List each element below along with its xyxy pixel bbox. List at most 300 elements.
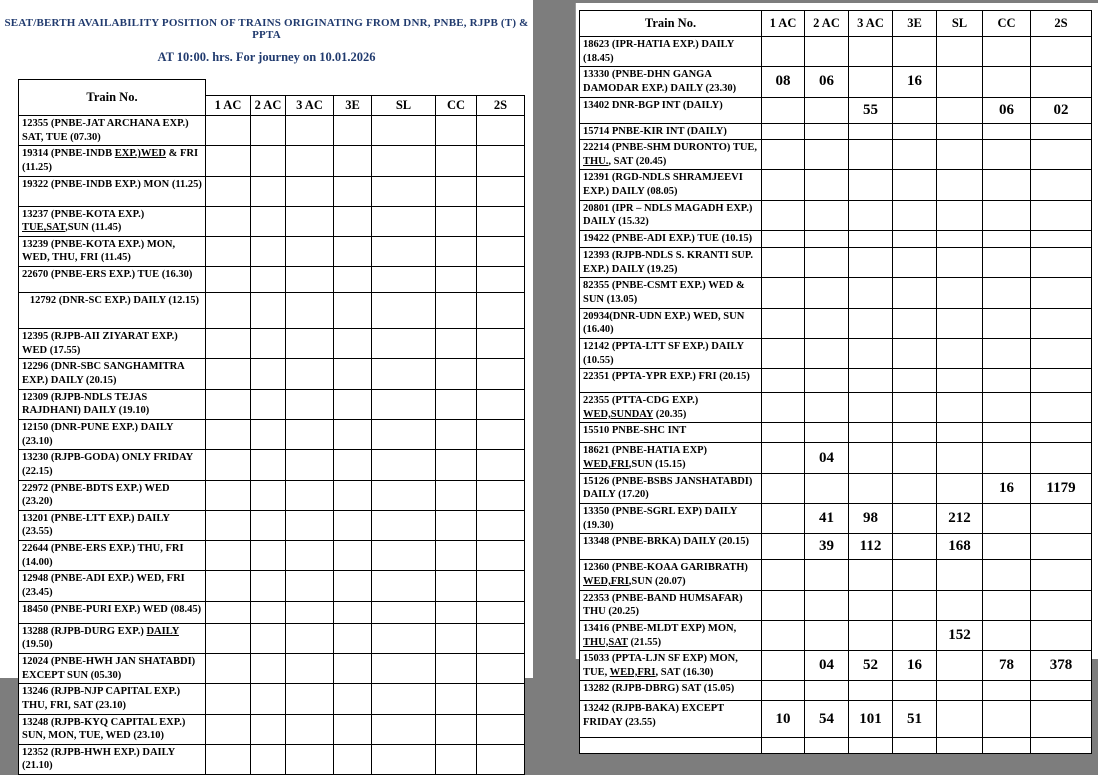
seat-count-cell bbox=[983, 701, 1031, 738]
train-name-cell bbox=[19, 116, 206, 146]
seat-count-cell bbox=[286, 267, 334, 293]
seat-count-cell bbox=[805, 231, 849, 248]
seat-count-cell bbox=[334, 293, 372, 329]
train-name-text: 22351 (PPTA-YPR EXP.) FRI (20.15) bbox=[583, 371, 750, 383]
seat-count-cell bbox=[477, 623, 525, 653]
seat-count-cell bbox=[805, 738, 849, 754]
train-row bbox=[19, 293, 525, 329]
train-row bbox=[580, 590, 1092, 620]
availability-table-left bbox=[18, 79, 525, 775]
train-row bbox=[580, 170, 1092, 200]
seat-count-cell bbox=[849, 738, 893, 754]
seat-count-cell bbox=[893, 248, 937, 278]
seat-count-cell bbox=[849, 423, 893, 443]
seat-count-cell bbox=[372, 684, 436, 714]
train-name-cell bbox=[580, 200, 762, 230]
seat-count-cell bbox=[477, 510, 525, 540]
seat-count-cell bbox=[1031, 170, 1092, 200]
seat-count-cell bbox=[251, 389, 286, 419]
train-name-cell bbox=[580, 423, 762, 443]
train-row bbox=[19, 684, 525, 714]
train-row bbox=[19, 329, 525, 359]
seat-count-cell: 16 bbox=[983, 473, 1031, 503]
seat-count-cell bbox=[286, 359, 334, 389]
column-header-2s: 2S bbox=[1031, 11, 1092, 37]
column-header-2s: 2S bbox=[477, 96, 525, 116]
train-name-cell bbox=[580, 681, 762, 701]
seat-count-cell bbox=[286, 236, 334, 266]
seat-count-cell: 152 bbox=[937, 620, 983, 650]
seat-count-cell bbox=[477, 293, 525, 329]
seat-count-cell bbox=[762, 140, 805, 170]
seat-count-cell bbox=[436, 541, 477, 571]
seat-count-cell bbox=[983, 248, 1031, 278]
seat-count-cell bbox=[893, 681, 937, 701]
train-row bbox=[19, 176, 525, 206]
column-header-3-ac: 3 AC bbox=[849, 11, 893, 37]
seat-count-cell bbox=[206, 176, 251, 206]
seat-count-cell bbox=[983, 681, 1031, 701]
seat-count-cell: 06 bbox=[983, 97, 1031, 123]
seat-count-cell: 378 bbox=[1031, 651, 1092, 681]
seat-count-cell bbox=[983, 170, 1031, 200]
seat-count-cell bbox=[762, 504, 805, 534]
seat-count-cell bbox=[849, 681, 893, 701]
seat-count-cell bbox=[762, 560, 805, 590]
seat-count-cell bbox=[983, 123, 1031, 140]
seat-count-cell bbox=[334, 236, 372, 266]
train-row bbox=[19, 359, 525, 389]
seat-count-cell bbox=[436, 623, 477, 653]
column-header-cc: CC bbox=[436, 96, 477, 116]
train-name-text: 15126 (PNBE-BSBS JANSHATABDI) DAILY (17.20) bbox=[583, 475, 753, 501]
seat-count-cell bbox=[477, 419, 525, 449]
seat-count-cell bbox=[372, 510, 436, 540]
seat-count-cell bbox=[206, 510, 251, 540]
train-name-cell bbox=[580, 338, 762, 368]
seat-count-cell bbox=[436, 389, 477, 419]
seat-count-cell: 04 bbox=[805, 443, 849, 473]
train-name-cell bbox=[580, 37, 762, 67]
seat-count-cell bbox=[206, 329, 251, 359]
train-row bbox=[19, 541, 525, 571]
seat-count-cell bbox=[436, 116, 477, 146]
train-name-text: 12142 (PPTA-LTT SF EXP.) DAILY (10.55) bbox=[583, 340, 744, 366]
seat-count-cell bbox=[436, 146, 477, 176]
seat-count-cell bbox=[893, 123, 937, 140]
seat-count-cell bbox=[893, 620, 937, 650]
train-name-text: 13348 (PNBE-BRKA) DAILY (20.15) bbox=[583, 536, 750, 548]
seat-count-cell bbox=[334, 359, 372, 389]
train-name-text: 13330 (PNBE-DHN GANGA DAMODAR EXP.) DAILY (23.30) bbox=[583, 69, 737, 94]
seat-count-cell bbox=[893, 738, 937, 754]
seat-count-cell bbox=[762, 738, 805, 754]
seat-count-cell bbox=[477, 714, 525, 744]
seat-count-cell bbox=[286, 510, 334, 540]
seat-count-cell bbox=[206, 714, 251, 744]
seat-count-cell bbox=[762, 200, 805, 230]
seat-count-cell bbox=[893, 473, 937, 503]
seat-count-cell: 112 bbox=[849, 534, 893, 560]
seat-count-cell bbox=[1031, 560, 1092, 590]
column-header-2-ac: 2 AC bbox=[251, 96, 286, 116]
seat-count-cell: 41 bbox=[805, 504, 849, 534]
seat-count-cell bbox=[372, 116, 436, 146]
seat-count-cell bbox=[762, 123, 805, 140]
train-row bbox=[19, 206, 525, 236]
train-row bbox=[580, 504, 1092, 534]
seat-count-cell bbox=[334, 116, 372, 146]
seat-count-cell bbox=[805, 423, 849, 443]
seat-count-cell bbox=[937, 443, 983, 473]
seat-count-cell bbox=[1031, 231, 1092, 248]
seat-count-cell bbox=[983, 443, 1031, 473]
train-name-cell bbox=[19, 510, 206, 540]
train-name-text: (21.55) bbox=[627, 636, 662, 648]
train-row bbox=[19, 744, 525, 774]
seat-count-cell bbox=[983, 393, 1031, 423]
seat-count-cell bbox=[983, 423, 1031, 443]
train-name-cell bbox=[19, 450, 206, 480]
seat-count-cell bbox=[893, 369, 937, 393]
seat-count-cell bbox=[1031, 423, 1092, 443]
seat-count-cell bbox=[893, 423, 937, 443]
train-days-underlined: WED,FRI bbox=[583, 459, 629, 471]
seat-count-cell bbox=[251, 480, 286, 510]
train-name-text: 15510 PNBE-SHC INT bbox=[583, 425, 687, 437]
train-row bbox=[580, 200, 1092, 230]
seat-count-cell bbox=[334, 571, 372, 601]
train-name-cell bbox=[580, 504, 762, 534]
train-days-underlined: WED,FRI bbox=[609, 666, 656, 678]
seat-count-cell bbox=[1031, 443, 1092, 473]
seat-count-cell bbox=[805, 560, 849, 590]
train-days-underlined: WED,FRI bbox=[583, 575, 629, 587]
seat-count-cell bbox=[286, 601, 334, 623]
seat-count-cell: 39 bbox=[805, 534, 849, 560]
train-row bbox=[580, 443, 1092, 473]
train-name-text: 12948 (PNBE-ADI EXP.) WED, FRI (23.45) bbox=[22, 573, 185, 599]
train-name-cell bbox=[19, 623, 206, 653]
train-name-text: 12391 (RGD-NDLS SHRAMJEEVI EXP.) DAILY (08.05) bbox=[583, 172, 743, 198]
train-row bbox=[19, 623, 525, 653]
seat-count-cell bbox=[334, 601, 372, 623]
seat-count-cell bbox=[251, 510, 286, 540]
seat-count-cell bbox=[477, 571, 525, 601]
seat-count-cell bbox=[477, 601, 525, 623]
seat-count-cell bbox=[805, 620, 849, 650]
seat-count-cell bbox=[849, 248, 893, 278]
seat-count-cell bbox=[251, 236, 286, 266]
seat-count-cell bbox=[477, 236, 525, 266]
seat-count-cell bbox=[937, 97, 983, 123]
train-row bbox=[19, 389, 525, 419]
seat-count-cell bbox=[206, 267, 251, 293]
seat-count-cell bbox=[334, 389, 372, 419]
seat-count-cell bbox=[937, 140, 983, 170]
seat-count-cell bbox=[893, 140, 937, 170]
seat-count-cell bbox=[372, 267, 436, 293]
seat-count-cell bbox=[805, 278, 849, 308]
seat-count-cell bbox=[762, 473, 805, 503]
seat-count-cell bbox=[286, 419, 334, 449]
seat-count-cell bbox=[1031, 37, 1092, 67]
seat-count-cell bbox=[251, 571, 286, 601]
train-name-cell bbox=[580, 473, 762, 503]
seat-count-cell bbox=[206, 744, 251, 774]
train-row bbox=[580, 278, 1092, 308]
seat-count-cell bbox=[1031, 308, 1092, 338]
seat-count-cell bbox=[805, 123, 849, 140]
train-days-underlined: DAILY bbox=[146, 625, 179, 637]
header-spacer bbox=[206, 80, 525, 96]
seat-count-cell: 08 bbox=[762, 67, 805, 97]
seat-count-cell bbox=[983, 504, 1031, 534]
train-name-text: 82355 (PNBE-CSMT EXP.) WED & SUN (13.05) bbox=[583, 280, 745, 305]
seat-count-cell: 54 bbox=[805, 701, 849, 738]
seat-count-cell bbox=[1031, 393, 1092, 423]
seat-count-cell bbox=[286, 623, 334, 653]
seat-count-cell bbox=[849, 369, 893, 393]
seat-count-cell bbox=[436, 480, 477, 510]
seat-count-cell bbox=[436, 206, 477, 236]
seat-count-cell bbox=[477, 267, 525, 293]
seat-count-cell bbox=[893, 590, 937, 620]
train-name-text: (20.35) bbox=[653, 408, 687, 420]
train-row bbox=[19, 510, 525, 540]
train-name-cell bbox=[580, 231, 762, 248]
seat-count-cell bbox=[1031, 200, 1092, 230]
seat-count-cell bbox=[477, 541, 525, 571]
seat-count-cell bbox=[206, 419, 251, 449]
seat-count-cell bbox=[477, 450, 525, 480]
train-name-text: ,SUN (11.45) bbox=[65, 222, 122, 234]
seat-count-cell bbox=[762, 393, 805, 423]
train-name-cell bbox=[580, 140, 762, 170]
train-row bbox=[580, 423, 1092, 443]
train-name-cell bbox=[19, 389, 206, 419]
train-name-cell bbox=[580, 248, 762, 278]
seat-count-cell bbox=[1031, 590, 1092, 620]
train-name-cell bbox=[580, 620, 762, 650]
seat-count-cell: 168 bbox=[937, 534, 983, 560]
train-row bbox=[580, 681, 1092, 701]
train-name-text: 12393 (RJPB-NDLS S. KRANTI SUP. EXP.) DAILY (19.25) bbox=[583, 250, 753, 275]
train-name-cell bbox=[580, 651, 762, 681]
train-name-cell bbox=[19, 571, 206, 601]
train-name-text: 22972 (PNBE-BDTS EXP.) WED (23.20) bbox=[22, 482, 170, 508]
seat-count-cell bbox=[334, 450, 372, 480]
train-name-text: 15033 (PPTA-LJN SF EXP) MON, TUE, bbox=[583, 653, 738, 678]
seat-count-cell bbox=[805, 200, 849, 230]
train-name-cell bbox=[580, 393, 762, 423]
train-name-cell bbox=[580, 123, 762, 140]
column-header-2-ac: 2 AC bbox=[805, 11, 849, 37]
seat-count-cell bbox=[436, 450, 477, 480]
seat-count-cell bbox=[372, 653, 436, 683]
train-name-text: 13239 (PNBE-KOTA EXP.) MON, WED, THU, FRI (11.45) bbox=[22, 238, 176, 264]
train-row bbox=[580, 534, 1092, 560]
seat-count-cell bbox=[983, 738, 1031, 754]
seat-count-cell bbox=[251, 623, 286, 653]
train-row bbox=[19, 571, 525, 601]
train-name-cell bbox=[580, 67, 762, 97]
train-name-cell bbox=[580, 278, 762, 308]
seat-count-cell bbox=[1031, 738, 1092, 754]
seat-count-cell bbox=[477, 684, 525, 714]
train-row bbox=[580, 248, 1092, 278]
train-name-text: 22355 (PTTA-CDG EXP.) bbox=[583, 395, 699, 407]
column-header-cc: CC bbox=[983, 11, 1031, 37]
seat-count-cell bbox=[849, 278, 893, 308]
seat-count-cell bbox=[805, 140, 849, 170]
seat-count-cell bbox=[983, 308, 1031, 338]
seat-count-cell bbox=[286, 206, 334, 236]
seat-count-cell bbox=[937, 123, 983, 140]
document-title-line1: SEAT/BERTH AVAILABILITY POSITION OF TRAINS ORIGINATING FROM DNR, PNBE, RJPB (T) & PPTA bbox=[4, 17, 529, 41]
seat-count-cell bbox=[762, 170, 805, 200]
train-name-cell bbox=[580, 170, 762, 200]
seat-count-cell bbox=[983, 200, 1031, 230]
seat-count-cell bbox=[849, 170, 893, 200]
seat-count-cell bbox=[937, 681, 983, 701]
train-name-cell bbox=[19, 359, 206, 389]
seat-count-cell bbox=[849, 123, 893, 140]
train-row bbox=[580, 308, 1092, 338]
seat-count-cell bbox=[1031, 140, 1092, 170]
seat-count-cell bbox=[206, 541, 251, 571]
seat-count-cell bbox=[937, 393, 983, 423]
seat-count-cell bbox=[983, 620, 1031, 650]
seat-count-cell: 02 bbox=[1031, 97, 1092, 123]
seat-count-cell bbox=[372, 744, 436, 774]
train-row bbox=[19, 267, 525, 293]
train-name-cell bbox=[580, 738, 762, 754]
seat-count-cell bbox=[805, 473, 849, 503]
header-offset-row bbox=[19, 80, 525, 96]
seat-count-cell bbox=[893, 338, 937, 368]
seat-count-cell bbox=[762, 369, 805, 393]
seat-count-cell bbox=[477, 653, 525, 683]
seat-count-cell bbox=[251, 329, 286, 359]
seat-count-cell bbox=[1031, 534, 1092, 560]
train-name-text: 20801 (IPR – NDLS MAGADH EXP.) DAILY (15.32) bbox=[583, 202, 753, 228]
seat-count-cell bbox=[372, 623, 436, 653]
column-header-1-ac: 1 AC bbox=[206, 96, 251, 116]
seat-count-cell bbox=[762, 231, 805, 248]
seat-count-cell bbox=[937, 590, 983, 620]
seat-count-cell bbox=[286, 541, 334, 571]
seat-count-cell bbox=[334, 146, 372, 176]
seat-count-cell bbox=[849, 200, 893, 230]
seat-count-cell bbox=[849, 140, 893, 170]
train-name-text: (19.50) bbox=[22, 639, 53, 651]
seat-count-cell bbox=[805, 248, 849, 278]
train-name-cell bbox=[19, 329, 206, 359]
train-name-cell bbox=[19, 293, 206, 329]
seat-count-cell bbox=[805, 590, 849, 620]
train-row bbox=[580, 701, 1092, 738]
seat-count-cell bbox=[762, 37, 805, 67]
seat-count-cell: 10 bbox=[762, 701, 805, 738]
train-row bbox=[19, 450, 525, 480]
train-days-underlined: THU,SAT bbox=[583, 636, 628, 648]
seat-count-cell bbox=[849, 338, 893, 368]
seat-count-cell bbox=[206, 684, 251, 714]
seat-count-cell bbox=[436, 419, 477, 449]
page-left bbox=[0, 0, 533, 772]
train-name-cell bbox=[580, 534, 762, 560]
seat-count-cell bbox=[251, 684, 286, 714]
seat-count-cell bbox=[893, 308, 937, 338]
seat-count-cell bbox=[334, 714, 372, 744]
seat-count-cell bbox=[893, 97, 937, 123]
seat-count-cell bbox=[762, 590, 805, 620]
train-row bbox=[580, 369, 1092, 393]
train-name-text: 15714 PNBE-KIR INT (DAILY) bbox=[583, 125, 727, 137]
seat-count-cell bbox=[251, 267, 286, 293]
seat-count-cell bbox=[893, 534, 937, 560]
seat-count-cell bbox=[436, 744, 477, 774]
seat-count-cell bbox=[286, 116, 334, 146]
seat-count-cell bbox=[983, 560, 1031, 590]
seat-count-cell bbox=[477, 329, 525, 359]
seat-count-cell bbox=[436, 571, 477, 601]
seat-count-cell bbox=[372, 329, 436, 359]
seat-count-cell bbox=[805, 369, 849, 393]
seat-count-cell bbox=[477, 480, 525, 510]
seat-count-cell bbox=[762, 620, 805, 650]
train-name-cell bbox=[580, 369, 762, 393]
seat-count-cell bbox=[436, 359, 477, 389]
seat-count-cell bbox=[372, 236, 436, 266]
seat-count-cell bbox=[477, 359, 525, 389]
seat-count-cell bbox=[286, 329, 334, 359]
train-row bbox=[580, 231, 1092, 248]
seat-count-cell bbox=[251, 653, 286, 683]
seat-count-cell bbox=[937, 231, 983, 248]
column-header-1-ac: 1 AC bbox=[762, 11, 805, 37]
train-row bbox=[19, 653, 525, 683]
seat-count-cell bbox=[372, 359, 436, 389]
seat-count-cell bbox=[372, 419, 436, 449]
train-row bbox=[19, 714, 525, 744]
train-name-text: 13246 (RJPB-NJP CAPITAL EXP.) THU, FRI, SAT (23.10) bbox=[22, 686, 181, 711]
seat-count-cell bbox=[334, 653, 372, 683]
train-name-text: 18623 (IPR-HATIA EXP.) DAILY (18.45) bbox=[583, 39, 734, 64]
seat-count-cell bbox=[937, 701, 983, 738]
seat-count-cell bbox=[937, 200, 983, 230]
seat-count-cell bbox=[206, 389, 251, 419]
seat-count-cell bbox=[436, 601, 477, 623]
seat-count-cell bbox=[983, 534, 1031, 560]
seat-count-cell bbox=[251, 601, 286, 623]
seat-count-cell bbox=[372, 601, 436, 623]
train-name-text: 13350 (PNBE-SGRL EXP) DAILY (19.30) bbox=[583, 506, 738, 531]
seat-count-cell bbox=[937, 423, 983, 443]
seat-count-cell bbox=[251, 293, 286, 329]
seat-count-cell bbox=[334, 206, 372, 236]
seat-count-cell bbox=[477, 146, 525, 176]
train-name-cell bbox=[19, 267, 206, 293]
seat-count-cell bbox=[762, 248, 805, 278]
train-name-text: 13248 (RJPB-KYQ CAPITAL EXP.) SUN, MON, TUE, WED (23.10) bbox=[22, 716, 186, 742]
column-header-row bbox=[580, 11, 1092, 37]
seat-count-cell bbox=[436, 236, 477, 266]
train-name-text: 22644 (PNBE-ERS EXP.) THU, FRI (14.00) bbox=[22, 543, 184, 568]
train-name-cell bbox=[580, 590, 762, 620]
seat-count-cell bbox=[983, 140, 1031, 170]
